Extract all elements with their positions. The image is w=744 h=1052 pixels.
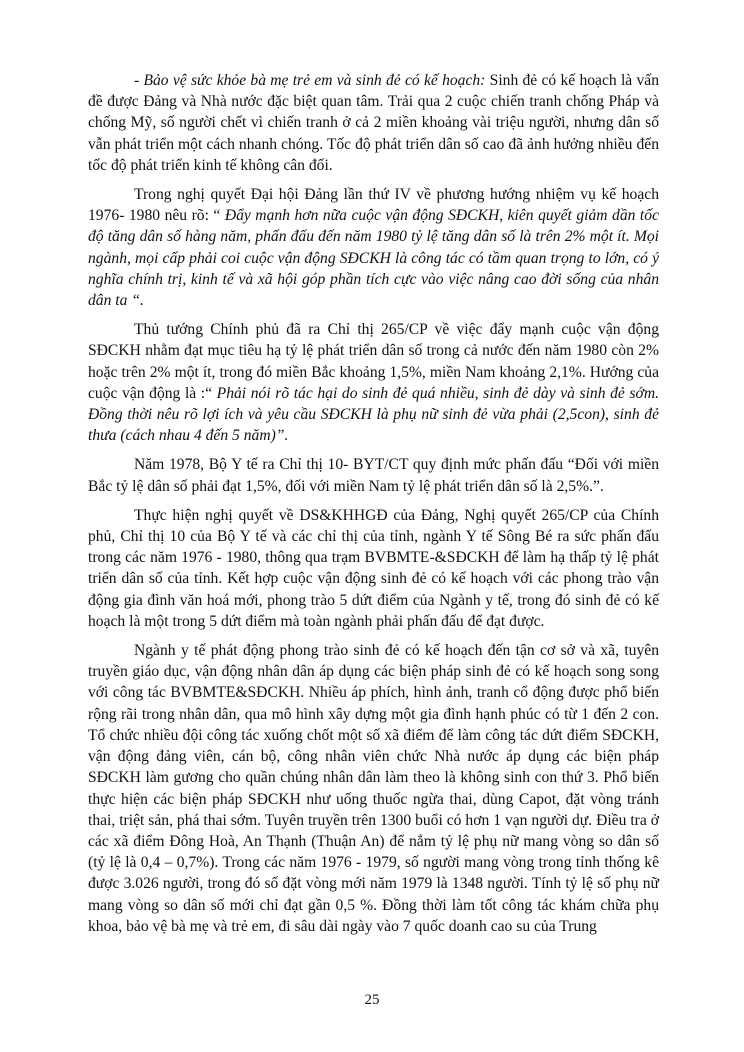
- paragraph-party-resolution: [88, 184, 659, 311]
- paragraph-text: Thủ tướng Chính phủ đã ra Chỉ thị 265/CP về việc đẩy mạnh cuộc vận động SĐCKH nhằm đạt mục tiêu hạ tỷ lệ phát triển dân số trong cả nước đến năm 1980 còn 2% hoặc trên 2% một ít, trong đó miền Bắc khoảng 1,5%, miền Nam khoảng 2,1%. Hướng của cuộc vận động là :“: [88, 321, 659, 402]
- paragraph-prime-minister-directive: [88, 319, 659, 446]
- paragraph-lead-italic: - Bảo vệ sức khỏe bà mẹ trẻ em và sinh đẻ có kế hoạch:: [134, 72, 486, 89]
- paragraph-implementation: [88, 505, 659, 632]
- paragraph-text: Ngành y tế phát động phong trào sinh đẻ có kế hoạch đến tận cơ sở và xã, tuyên truyền giáo dục, vận động nhân dân áp dụng các biện pháp sinh đẻ có kế hoạch song song với công tác BVBMTE&SĐCKH. Nhiều áp phích, hình ảnh, tranh cổ động được phổ biến rộng rãi trong nhân dân, qua mô hình xây dựng một gia đình hạnh phúc có từ 1 đến 2 con. Tổ chức nhiều đội công tác xuống chốt một số xã điểm để làm công tác dứt điểm SĐCKH, vận động đảng viên, cán bộ, công nhân viên chức Nhà nước áp dụng các biện pháp SĐCKH làm gương cho quần chúng nhân dân làm theo là không sinh con thứ 3. Phổ biến thực hiện các biện pháp SĐCKH như uống thuốc ngừa thai, dùng Capot, đặt vòng tránh thai, triệt sản, phá thai sớm. Tuyên truyền trên 1300 buổi có hơn 1 vạn người dự. Điều tra ở các xã điểm Đông Hoà, An Thạnh (Thuận An) để nắm tỷ lệ phụ nữ mang vòng so dân số (tỷ lệ là 0,4 – 0,7%). Trong các năm 1976 - 1979, số người mang vòng trong tỉnh thống kê được 3.026 người, trong đó số đặt vòng mới năm 1979 là 1348 người. Tính tỷ lệ số phụ nữ mang vòng so dân số mới chỉ đạt gần 0,5 %. Đồng thời làm tốt công tác khám chữa phụ khoa, bảo vệ bà mẹ và trẻ em, đi sâu dài ngày vào 7 quốc doanh cao su của Trung: [88, 642, 659, 935]
- paragraph-ministry-directive: [88, 454, 659, 496]
- paragraph-text: Thực hiện nghị quyết về DS&KHHGĐ của Đảng, Nghị quyết 265/CP của Chính phủ, Chỉ thị 10 của Bộ Y tế và các chỉ thị của tỉnh, ngành Y tế Sông Bé ra sức phấn đấu trong các năm 1976 - 1980, thông qua trạm BVBMTE-&SĐCKH để làm hạ thấp tỷ lệ phát triển dân số của tỉnh. Kết hợp cuộc vận động sinh đẻ có kế hoạch với các phong trào vận động gia đình văn hoá mới, phong trào 5 dứt điểm của Ngành y tế, trong đó sinh đẻ có kế hoạch là một trong 5 dứt điểm mà toàn ngành phải phấn đấu để đạt được.: [88, 506, 659, 630]
- paragraph-quote-italic: Phải nói rõ tác hại do sinh đẻ quá nhiều, sinh đẻ dày và sinh đẻ sớm. Đồng thời nêu rõ lợi ích và yêu cầu SĐCKH là phụ nữ sinh đẻ vừa phải (2,5con), sinh đẻ thưa (cách nhau 4 đến 5 năm)”.: [88, 384, 660, 445]
- paragraph-text: Năm 1978, Bộ Y tế ra Chỉ thị 10- BYT/CT quy định mức phấn đấu “Đối với miền Bắc tỷ lệ dân số phải đạt 1,5%, đối với miền Nam tỷ lệ phát triển dân số là 2,5%.”.: [88, 456, 659, 495]
- paragraph-campaign: [88, 640, 659, 937]
- page-number: 25: [364, 992, 380, 1008]
- paragraph-quote-italic: Đẩy mạnh hơn nữa cuộc vận động SĐCKH, kiên quyết giảm dần tốc độ tăng dân số hàng năm, phấn đấu đến năm 1980 tỷ lệ tăng dân số là trên 2% một ít. Mọi ngành, mọi cấp phải coi cuộc vận động SĐCKH là công tác có tầm quan trọng to lớn, có ý nghĩa chính trị, kinh tế và xã hội góp phần tích cực vào việc nâng cao đời sống của nhân dân ta “.: [88, 207, 659, 310]
- paragraph-text: Trong nghị quyết Đại hội Đảng lần thứ IV về phương hướng nhiệm vụ kế hoạch 1976- 1980 nêu rõ: “: [88, 186, 659, 225]
- document-page: [88, 70, 659, 945]
- paragraph-maternal-health: [88, 70, 659, 176]
- paragraph-text: Sinh đẻ có kế hoạch là vấn đề được Đảng và Nhà nước đặc biệt quan tâm. Trải qua 2 cuộc chiến tranh chống Pháp và chống Mỹ, số người chết vì chiến tranh ở cả 2 miền khoảng vài triệu người, nhưng dân số vẫn phát triển một cách nhanh chóng. Tốc độ phát triển dân số cao đã ảnh hưởng nhiều đến tốc độ phát triển kinh tế không cân đối.: [88, 72, 659, 174]
